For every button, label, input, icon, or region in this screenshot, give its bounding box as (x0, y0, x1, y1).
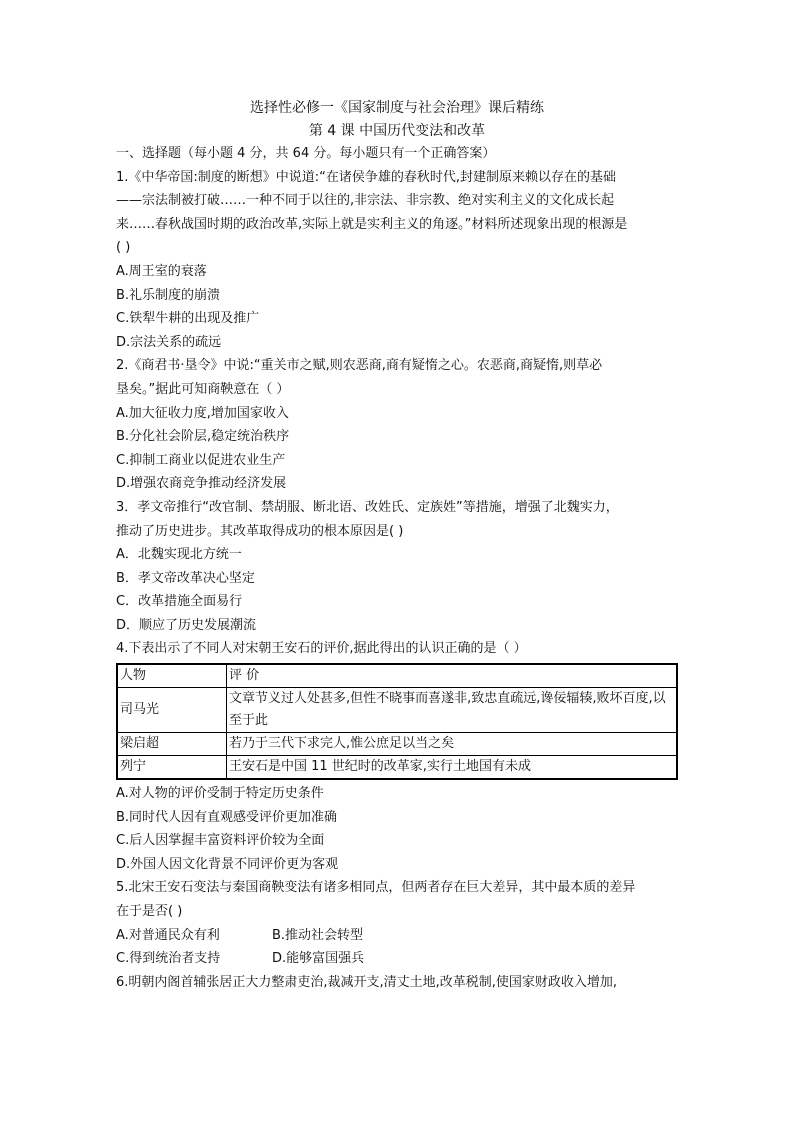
question-2 (116, 354, 678, 496)
question-5 (116, 876, 678, 970)
option-d: D．顺应了历史发展潮流 (116, 617, 257, 633)
lesson-title: 第 4 课 中国历代变法和改革 (308, 123, 486, 139)
option-d: D.能够富国强兵 (272, 951, 365, 967)
question-stem-line: 在于是否( ) (116, 904, 183, 920)
question-stem-line: 来……春秋战国时期的政治改革,实际上就是实利主义的角逐。”材料所述现象出现的根源是 (116, 216, 628, 232)
option-a: A.对人物的评价受制于特定历史条件 (116, 786, 324, 802)
question-stem-line: 推动了历史进步。其改革取得成功的根本原因是( ) (116, 523, 404, 539)
option-b: B.礼乐制度的崩溃 (116, 287, 221, 303)
section-heading: 一、选择题（每小题 4 分，共 64 分。每小题只有一个正确答案） (116, 146, 496, 161)
question-stem-line: 4.下表出示了不同人对宋朝王安石的评价,据此得出的认识正确的是（ ） (116, 641, 527, 657)
question-3 (116, 496, 678, 638)
option-a: A．北魏实现北方统一 (116, 547, 242, 563)
option-b: B．孝文帝改革决心坚定 (116, 570, 255, 586)
question-stem-line: 6.明朝内阁首辅张居正大力整肃吏治,裁减开支,清丈土地,改革税制,使国家财政收入增加, (116, 974, 618, 990)
answer-blank: ( ) (116, 240, 131, 256)
option-b: B.同时代人因有直观感受评价更加准确 (116, 809, 338, 825)
table-cell-person: 司马光 (117, 688, 227, 733)
table-row (117, 733, 677, 756)
document-page (116, 96, 678, 994)
options-row (116, 924, 678, 948)
option-b: B.分化社会阶层,稳定统治秩序 (116, 429, 290, 445)
option-a: A.加大征收力度,增加国家收入 (116, 405, 289, 421)
document-title: 选择性必修一《国家制度与社会治理》课后精练 (250, 100, 544, 116)
question-stem-line: 2.《商君书·垦令》中说:“重关市之赋,则农恶商,商有疑惰之心。农恶商,商疑惰,则草必 (116, 358, 603, 374)
option-d: D.增强农商竞争推动经济发展 (116, 476, 287, 492)
table-header-cell: 评 价 (227, 664, 678, 688)
option-c: C．改革措施全面易行 (116, 594, 243, 610)
question-stem-line: 5.北宋王安石变法与秦国商鞅变法有诸多相同点，但两者存在巨大差异，其中最本质的差异 (116, 880, 636, 896)
question-1 (116, 166, 678, 355)
options-row (116, 947, 678, 971)
table-cell-comment: 文章节义过人处甚多,但性不晓事而喜遂非,致忠直疏远,谗佞辐辏,败坏百度,以至于此 (227, 688, 678, 733)
question-stem-line: ——宗法制被打破……一种不同于以往的,非宗法、非宗教、绝对实利主义的文化成长起 (116, 193, 615, 209)
option-d: D.外国人因文化背景不同评价更为客观 (116, 856, 339, 872)
question-stem-line: 1.《中华帝国:制度的断想》中说道:“在诸侯争雄的春秋时代,封建制原来赖以存在的基础 (116, 169, 617, 185)
question-stem-line: 垦矣。”据此可知商鞅意在（ ） (116, 381, 290, 397)
option-a: A.对普通民众有利 (116, 927, 220, 943)
table-row (117, 756, 677, 780)
option-b: B.推动社会转型 (272, 927, 364, 943)
option-c: C.后人因掌握丰富资料评价较为全面 (116, 833, 325, 849)
option-c: C.得到统治者支持 (116, 951, 221, 967)
table-row (117, 688, 677, 733)
table-cell-comment: 王安石是中国 11 世纪时的改革家,实行土地国有未成 (227, 756, 678, 780)
option-c: C.抑制工商业以促进农业生产 (116, 452, 286, 468)
question-6 (116, 971, 678, 995)
option-a: A.周王室的衰落 (116, 263, 207, 279)
table-cell-person: 梁启超 (117, 733, 227, 756)
evaluation-table (116, 663, 678, 780)
option-d: D.宗法关系的疏远 (116, 334, 222, 350)
table-cell-person: 列宁 (117, 756, 227, 780)
table-header-cell: 人物 (117, 664, 227, 688)
question-4 (116, 637, 678, 876)
question-stem-line: 3．孝文帝推行“改官制、禁胡服、断北语、改姓氏、定族姓”等措施，增强了北魏实力， (116, 499, 619, 515)
option-c: C.铁犁牛耕的出现及推广 (116, 311, 260, 327)
table-cell-comment: 若乃于三代下求完人,惟公庶足以当之矣 (227, 733, 678, 756)
table-header-row (117, 664, 677, 688)
